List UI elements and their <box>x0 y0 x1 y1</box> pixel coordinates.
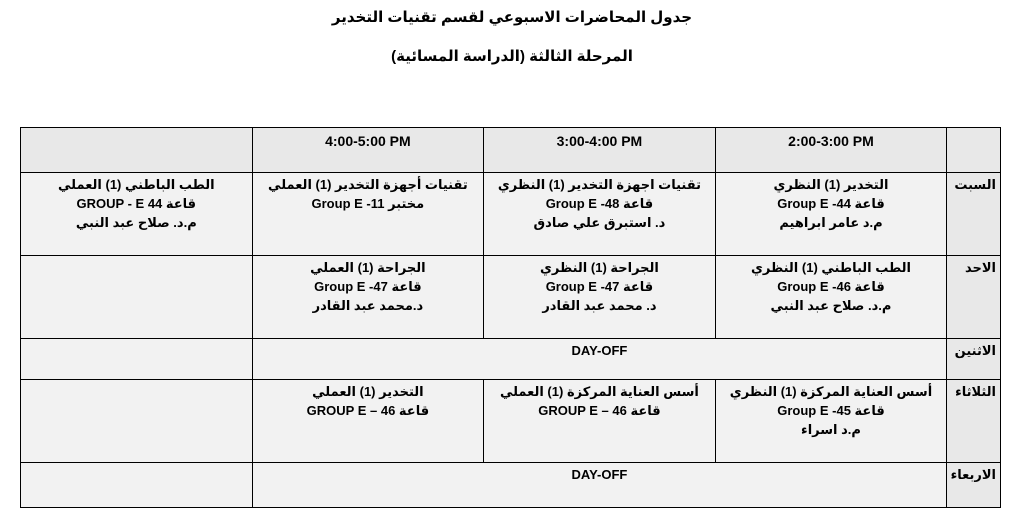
schedule-cell <box>484 256 716 339</box>
course-room: قاعة 47- Group E <box>314 279 422 294</box>
course-name: تقنيات اجهزة التخدير (1) النظري <box>497 177 701 192</box>
day-label: الاربعاء <box>947 463 1001 508</box>
course-name: أسس العناية المركزة (1) النظري <box>729 384 933 399</box>
course-room: قاعة 44- Group E <box>777 196 885 211</box>
course-name: الجراحة (1) النظري <box>539 260 659 275</box>
table-row <box>21 380 1001 463</box>
table-row <box>21 173 1001 256</box>
course-name: الجراحة (1) العملي <box>310 260 426 275</box>
header-cell-extra <box>21 128 253 173</box>
header-row <box>21 128 1001 173</box>
day-label: الاحد <box>947 256 1001 339</box>
day-label: الثلاثاء <box>947 380 1001 463</box>
course-name: الطب الباطني (1) النظري <box>750 260 911 275</box>
course-name: التخدير (1) النظري <box>773 177 889 192</box>
schedule-table <box>20 127 1001 508</box>
course-name: الطب الباطني (1) العملي <box>58 177 215 192</box>
schedule-cell <box>484 173 716 256</box>
course-lecturer: د.محمد عبد القادر <box>312 298 424 313</box>
schedule-cell <box>252 256 484 339</box>
schedule-cell <box>252 173 484 256</box>
page-title: جدول المحاضرات الاسبوعي لقسم تقنيات التخدير <box>331 9 693 26</box>
day-label: السبت <box>947 173 1001 256</box>
course-room: قاعة 48- Group E <box>545 196 654 211</box>
schedule-cell <box>484 380 716 463</box>
page-subtitle: المرحلة الثالثة (الدراسة المسائية) <box>391 48 633 65</box>
schedule-cell <box>21 173 253 256</box>
course-room: مختبر 11- Group E <box>311 196 425 211</box>
course-room: قاعة 44 GROUP - E <box>76 196 197 211</box>
course-room: قاعة 46 – GROUP E <box>306 403 430 418</box>
course-room: قاعة 45- Group E <box>777 403 885 418</box>
day-label: الاثنين <box>947 339 1001 380</box>
schedule-cell <box>715 173 947 256</box>
course-room: قاعة 47- Group E <box>545 279 654 294</box>
schedule-cell <box>21 256 253 339</box>
course-name: تقنيات أجهزة التخدير (1) العملي <box>268 177 468 192</box>
header-cell-day <box>947 128 1001 173</box>
course-name: التخدير (1) العملي <box>312 384 424 399</box>
header-cell-time-1: 2:00-3:00 PM <box>715 128 947 173</box>
course-name: أسس العناية المركزة (1) العملي <box>499 384 699 399</box>
header-cell-time-3: 4:00-5:00 PM <box>252 128 484 173</box>
day-off-cell: DAY-OFF <box>252 339 947 380</box>
day-off-cell: DAY-OFF <box>252 463 947 508</box>
course-lecturer: م.د عامر ابراهيم <box>779 215 883 230</box>
schedule-cell <box>252 380 484 463</box>
course-lecturer: م.د. صلاح عبد النبي <box>770 298 892 313</box>
table-row <box>21 339 1001 380</box>
course-room: قاعة 46 – GROUP E <box>538 403 661 418</box>
schedule-cell <box>715 256 947 339</box>
course-room: قاعة 46- Group E <box>777 279 885 294</box>
table-row <box>21 256 1001 339</box>
schedule-cell <box>21 339 253 380</box>
schedule-cell <box>715 380 947 463</box>
schedule-cell <box>21 380 253 463</box>
course-lecturer: م.د اسراء <box>801 422 861 437</box>
course-lecturer: م.د. صلاح عبد النبي <box>75 215 197 230</box>
course-lecturer: د. محمد عبد القادر <box>542 298 657 313</box>
course-lecturer: د. استبرق علي صادق <box>533 215 666 230</box>
header-cell-time-2: 3:00-4:00 PM <box>484 128 716 173</box>
